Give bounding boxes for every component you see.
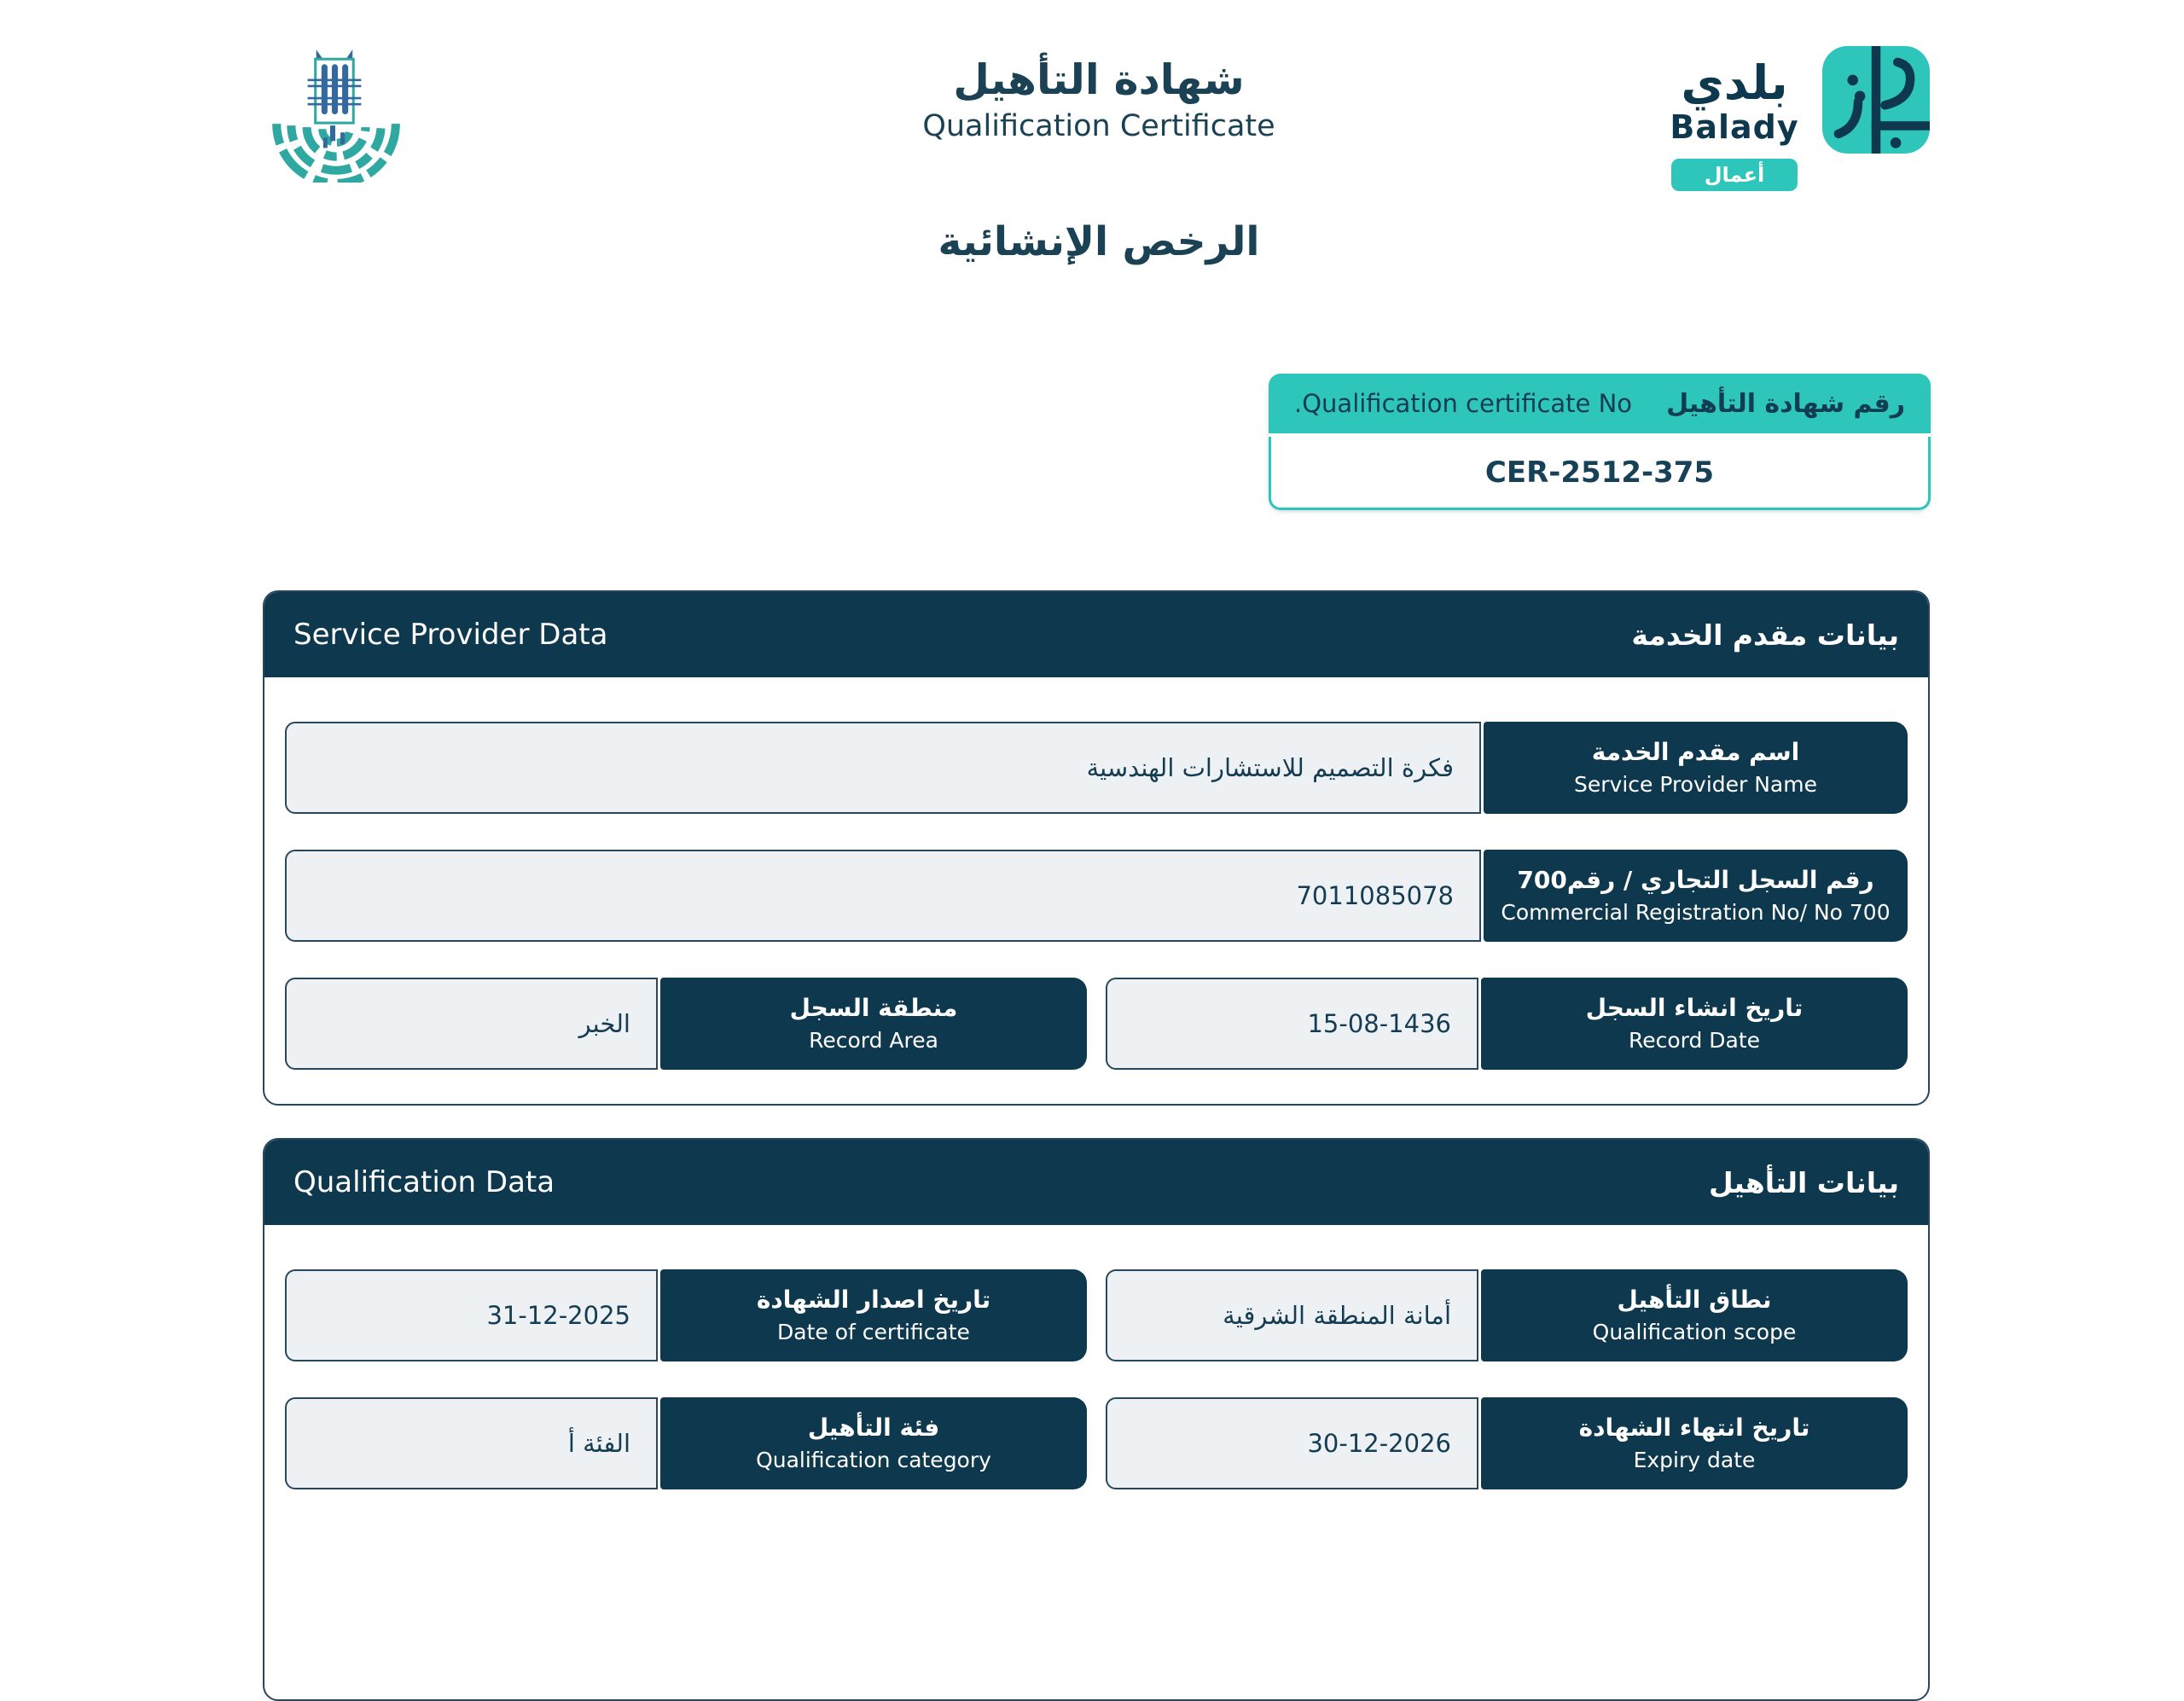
record-date-area-row	[285, 978, 1908, 1070]
field-label-english: Record Area	[809, 1028, 938, 1054]
panel-header-arabic: بيانات التأهيل	[1708, 1165, 1899, 1199]
expiry-category-row	[285, 1397, 1908, 1489]
eastern-province-municipality-logo	[263, 48, 410, 183]
commercial-registration-label-pill	[1484, 850, 1908, 942]
qualification-panel-body	[264, 1225, 1928, 1489]
expiry-date-label-pill	[1481, 1397, 1908, 1489]
balady-wordmark	[1658, 55, 1810, 191]
expiry-date-field	[1106, 1397, 1908, 1489]
record-area-label-pill	[660, 978, 1087, 1070]
field-label-english: Record Date	[1628, 1028, 1761, 1054]
field-label-english: Expiry date	[1633, 1448, 1756, 1473]
field-label-arabic: رقم السجل التجاري / رقم700	[1517, 866, 1874, 895]
service-provider-name-label-pill	[1484, 722, 1908, 814]
page-title-english: Qualification Certificate	[922, 109, 1275, 144]
balady-logomark-icon	[1822, 46, 1930, 154]
balady-logo-icon	[1822, 46, 1930, 154]
field-label-arabic: منطقة السجل	[789, 994, 958, 1023]
record-area-field	[285, 978, 1087, 1070]
record-date-value: 15-08-1436	[1106, 978, 1478, 1070]
qualification-scope-label-pill	[1481, 1269, 1908, 1361]
field-label-english: Commercial Registration No/ No 700	[1501, 900, 1891, 926]
certificate-date-field	[285, 1269, 1087, 1361]
field-label-arabic: تاريخ انتهاء الشهادة	[1578, 1414, 1810, 1443]
qualification-scope-field	[1106, 1269, 1908, 1361]
scope-issue-date-row	[285, 1269, 1908, 1361]
certificate-number-box	[1269, 374, 1931, 510]
page-title-arabic: شهادة التأهيل	[953, 55, 1245, 104]
panel-header-english: Qualification Data	[293, 1165, 555, 1199]
balady-name-english: Balady	[1670, 108, 1799, 146]
certificate-number-value: CER-2512-375	[1269, 437, 1931, 510]
municipality-logo-icon	[263, 48, 410, 183]
field-label-english: Qualification scope	[1592, 1320, 1797, 1345]
certificate-number-header	[1269, 374, 1931, 437]
qualification-panel-header	[264, 1140, 1928, 1225]
panel-header-english: Service Provider Data	[293, 618, 608, 652]
record-date-label-pill	[1481, 978, 1908, 1070]
certificate-number-label-arabic: رقم شهادة التأهيل	[1666, 388, 1905, 419]
service-provider-name-value: فكرة التصميم للاستشارات الهندسية	[285, 722, 1481, 814]
service-provider-name-row	[285, 722, 1908, 814]
balady-brand-block	[1658, 46, 1930, 191]
page-subtitle-arabic: الرخص الإنشائية	[938, 218, 1260, 266]
field-label-arabic: نطاق التأهيل	[1617, 1286, 1772, 1315]
record-date-field	[1106, 978, 1908, 1070]
document-title-block	[751, 56, 1447, 265]
qualification-category-value: الفئة أ	[285, 1397, 658, 1489]
service-provider-panel-header	[264, 592, 1928, 677]
panel-header-arabic: بيانات مقدم الخدمة	[1631, 618, 1899, 652]
qualification-category-label-pill	[660, 1397, 1087, 1489]
field-label-english: Service Provider Name	[1574, 772, 1817, 798]
certificate-date-label-pill	[660, 1269, 1087, 1361]
service-provider-panel-body	[264, 677, 1928, 1070]
field-label-arabic: تاريخ انشاء السجل	[1585, 994, 1804, 1023]
certificate-number-label-english: .Qualification certificate No	[1294, 389, 1633, 418]
field-label-arabic: تاريخ اصدار الشهادة	[756, 1286, 991, 1315]
record-area-value: الخبر	[285, 978, 658, 1070]
field-label-arabic: فئة التأهيل	[807, 1414, 940, 1443]
balady-business-badge: أعمال	[1671, 159, 1798, 191]
expiry-date-value: 30-12-2026	[1106, 1397, 1478, 1489]
qualification-data-panel	[263, 1138, 1930, 1701]
service-provider-data-panel	[263, 590, 1930, 1106]
field-label-arabic: اسم مقدم الخدمة	[1591, 738, 1800, 767]
field-label-english: Qualification category	[756, 1448, 991, 1473]
commercial-registration-row	[285, 850, 1908, 942]
qualification-category-field	[285, 1397, 1087, 1489]
certificate-date-value: 31-12-2025	[285, 1269, 658, 1361]
commercial-registration-value: 7011085078	[285, 850, 1481, 942]
balady-name-arabic: بلدي	[1681, 55, 1788, 110]
qualification-scope-value: أمانة المنطقة الشرقية	[1106, 1269, 1478, 1361]
field-label-english: Date of certificate	[777, 1320, 970, 1345]
